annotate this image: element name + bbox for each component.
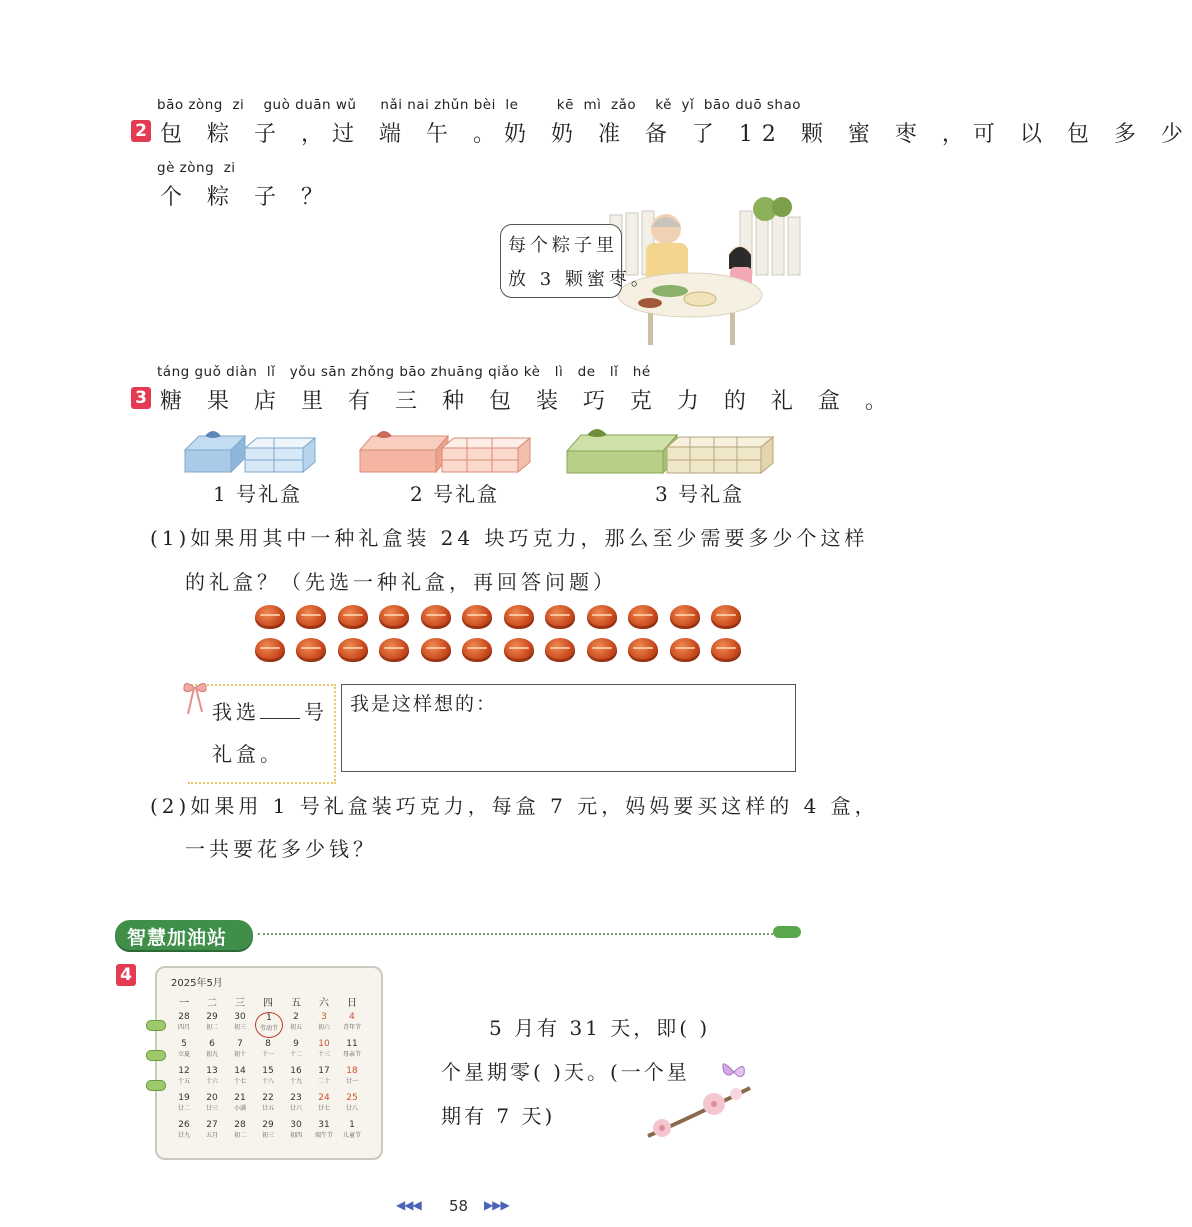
calendar-day-number: 1 [266,1013,272,1023]
chocolate [587,638,617,662]
calendar-day [171,1093,197,1112]
calendar-day [339,1066,365,1085]
speech-line2: 放 3 颗蜜枣。 [508,269,653,290]
calendar-day-number: 31 [318,1120,330,1130]
p2-pinyin-line1: bāo zòng zi guò duān wǔ nǎi nai zhǔn bèi le kē mì zǎo kě yǐ bāo duō shao [157,97,802,113]
chocolate [338,638,368,662]
calendar-day-number: 4 [349,1012,355,1022]
problem-2-badge: 2 [131,120,151,142]
q1-line1: (1)如果用其中一种礼盒装 24 块巧克力，那么至少需要多少个这样 [150,526,869,550]
calendar-day [199,1093,225,1112]
chocolate [379,638,409,662]
gift-box-2-label: 2 号礼盒 [410,482,500,506]
calendar-day-number: 5 [181,1039,187,1049]
calendar-day-lunar: 廿八 [345,1105,358,1112]
calendar-day-lunar: 十一 [261,1051,274,1058]
calendar-day-number: 16 [290,1066,302,1076]
q1-line2: 的礼盒？（先选一种礼盒，再回答问题） [185,570,617,594]
chocolate [545,605,575,629]
section-header-badge [115,920,253,950]
calendar-day-number: 9 [293,1039,299,1049]
calendar-day [227,1093,253,1112]
calendar-day [227,1039,253,1058]
calendar-day-lunar: 端午节 [314,1132,333,1139]
calendar-day-lunar: 二十 [317,1078,330,1085]
choose-label-line2: 礼盒。 [212,742,284,766]
calendar-day-number: 19 [178,1093,190,1103]
calendar-day-number: 26 [178,1120,190,1130]
choose-label-b: 号 [304,700,328,724]
calendar-day [339,1093,365,1112]
calendar-day-lunar: 十二 [289,1051,302,1058]
calendar-day-number: 24 [318,1093,330,1103]
calendar-day-number: 8 [265,1039,271,1049]
chocolate [255,605,285,629]
calendar-day-number: 13 [206,1066,218,1076]
plum-blossom-butterfly-illustration [640,1058,755,1148]
calendar-weekday: 一 [179,998,189,1009]
calendar-weekday: 四 [263,998,273,1009]
q2-line2: 一共要花多少钱？ [185,837,377,861]
calendar-day [311,1093,337,1112]
calendar-day-lunar: 十八 [261,1078,274,1085]
p2-text-line1: 包 粽 子 ，过 端 午 。奶 奶 准 备 了 12 颗 蜜 枣 ，可 以 包 多 少 [160,122,1192,147]
calendar-day-number: 7 [237,1039,243,1049]
thinking-answer-box[interactable] [341,684,796,772]
calendar-day-number: 21 [234,1093,246,1103]
calendar-day-lunar: 四月 [177,1024,190,1031]
calendar-day-lunar: 十九 [289,1078,302,1085]
gift-box-1 [183,428,318,476]
thinking-label: 我是这样想的： [350,693,498,715]
choose-label-a: 我选 [212,700,260,724]
q2-line1: (2)如果用 1 号礼盒装巧克力，每盒 7 元，妈妈要买这样的 4 盒， [150,794,879,818]
calendar-day-number: 20 [206,1093,218,1103]
chocolate [379,605,409,629]
calendar-day [311,1039,337,1058]
chocolate [338,605,368,629]
calendar-day [199,1120,225,1139]
calendar-day-lunar: 廿三 [205,1105,218,1112]
calendar-day [255,1012,283,1038]
chocolate [711,605,741,629]
calendar-day-number: 30 [290,1120,302,1130]
calendar-day-number: 12 [178,1066,190,1076]
calendar-day-lunar: 青年节 [342,1024,361,1031]
calendar-day-lunar: 初三 [261,1132,274,1139]
chocolate [421,605,451,629]
calendar-day [283,1012,309,1031]
calendar-day [311,1066,337,1085]
calendar-day-lunar: 十六 [205,1078,218,1085]
calendar-day-number: 17 [318,1066,330,1076]
calendar-day-lunar: 初二 [233,1132,246,1139]
calendar-day-number: 6 [209,1039,215,1049]
calendar-day-number: 27 [206,1120,218,1130]
binder-ring [146,1080,166,1091]
calendar-day [311,1120,337,1139]
calendar-day-lunar: 廿五 [261,1105,274,1112]
p2-text-line2: 个 粽 子 ？ [160,185,332,210]
calendar-day-number: 15 [262,1066,274,1076]
calendar-day-lunar: 十五 [177,1078,190,1085]
calendar-day [171,1012,197,1031]
calendar-day-lunar: 廿七 [317,1105,330,1112]
calendar-day [255,1120,281,1139]
calendar-day [255,1039,281,1058]
p3-text: 糖 果 店 里 有 三 种 包 装 巧 克 力 的 礼 盒 。 [160,389,896,414]
calendar-day-number: 14 [234,1066,246,1076]
chocolate [255,638,285,662]
chocolate [296,638,326,662]
calendar-day-lunar: 母亲节 [342,1051,361,1058]
calendar-day-lunar: 初二 [205,1024,218,1031]
calendar-day-number: 29 [206,1012,218,1022]
calendar-day-lunar: 劳动节 [259,1025,278,1032]
calendar-day-lunar: 十七 [233,1078,246,1085]
chocolate [462,638,492,662]
calendar-grid [171,1012,367,1152]
calendar-day-lunar: 十三 [317,1051,330,1058]
calendar-day-lunar: 初九 [205,1051,218,1058]
calendar-day [199,1039,225,1058]
calendar-day-number: 18 [346,1066,358,1076]
binder-ring [146,1020,166,1031]
choose-blank[interactable] [260,718,300,719]
calendar-day [171,1066,197,1085]
chocolate-grid [255,605,745,665]
calendar-day-lunar: 初十 [233,1051,246,1058]
calendar-day [339,1120,365,1139]
calendar-day [255,1066,281,1085]
calendar-weekday-row [171,994,367,1008]
gift-box-3 [565,425,777,477]
calendar-day-lunar: 小满 [233,1105,246,1112]
calendar-day-lunar: 初六 [317,1024,330,1031]
p4-text-line3: 期有 7 天) [441,1104,556,1128]
calendar-day [227,1012,253,1031]
calendar-weekday: 三 [235,998,245,1009]
gift-box-1-label: 1 号礼盒 [213,482,303,506]
footer-next-arrows: ▶▶▶ [484,1198,509,1212]
calendar-day [171,1039,197,1058]
chocolate [670,638,700,662]
calendar-day-lunar: 五月 [205,1132,218,1139]
calendar-day-lunar: 廿一 [345,1078,358,1085]
calendar-day [199,1066,225,1085]
chocolate [711,638,741,662]
calendar-day-lunar: 初三 [233,1024,246,1031]
chocolate [504,638,534,662]
calendar-day-number: 11 [346,1039,358,1049]
pencil-icon [773,926,801,938]
binder-ring [146,1050,166,1061]
calendar-day [311,1012,337,1031]
calendar-day-number: 28 [178,1012,190,1022]
calendar-day-number: 23 [290,1093,302,1103]
chocolate [504,605,534,629]
section-title: 智慧加油站 [127,927,228,949]
calendar-day-lunar: 廿六 [289,1105,302,1112]
speech-bubble [500,224,653,298]
gift-box-2 [358,428,533,476]
speech-line1: 每个粽子里 [508,235,618,256]
chocolate [670,605,700,629]
calendar-day-number: 28 [234,1120,246,1130]
chocolate [587,605,617,629]
calendar-day [227,1066,253,1085]
p4-text-line1: 5 月有 31 天，即( ) [489,1016,711,1040]
calendar-day-number: 1 [349,1120,355,1130]
calendar-day-number: 30 [234,1012,246,1022]
calendar-day [283,1066,309,1085]
footer-prev-arrows: ◀◀◀ [396,1198,421,1212]
calendar-day [255,1093,281,1112]
p2-pinyin-line2: gè zòng zi [157,160,236,176]
calendar-day-number: 22 [262,1093,274,1103]
chocolate [462,605,492,629]
chocolate [421,638,451,662]
calendar-day [199,1012,225,1031]
calendar-day-lunar: 初五 [289,1024,302,1031]
page-number: 58 [449,1197,469,1215]
calendar-title: 2025年5月 [171,978,223,989]
problem-4-badge: 4 [116,964,136,986]
calendar-day [339,1012,365,1031]
ribbon-bow-icon [180,678,210,718]
calendar-weekday: 二 [207,998,217,1009]
calendar-day [283,1120,309,1139]
chocolate [296,605,326,629]
p3-pinyin: táng guǒ diàn lǐ yǒu sān zhǒng bāo zhuāng qiǎo kè lì de lǐ hé [157,364,651,380]
calendar-weekday: 六 [319,998,329,1009]
calendar-day [283,1093,309,1112]
calendar [155,966,383,1160]
calendar-day-number: 10 [318,1039,330,1049]
calendar-day-number: 3 [321,1012,327,1022]
calendar-day [227,1120,253,1139]
chocolate [628,638,658,662]
problem-3-badge: 3 [131,387,151,409]
p4-text-line2: 个星期零( )天。(一个星 [441,1060,690,1084]
calendar-day-number: 2 [293,1012,299,1022]
calendar-day [339,1039,365,1058]
calendar-day-number: 25 [346,1093,358,1103]
gift-box-3-label: 3 号礼盒 [655,482,745,506]
calendar-day-lunar: 初四 [289,1132,302,1139]
calendar-day [171,1120,197,1139]
section-dotted-line [258,933,773,935]
calendar-weekday: 日 [347,998,357,1009]
calendar-day-lunar: 立夏 [177,1051,190,1058]
calendar-day-lunar: 廿二 [177,1105,190,1112]
chocolate [545,638,575,662]
calendar-day-number: 29 [262,1120,274,1130]
chocolate [628,605,658,629]
calendar-day-lunar: 廿九 [177,1132,190,1139]
calendar-day-lunar: 儿童节 [342,1132,361,1139]
calendar-weekday: 五 [291,998,301,1009]
calendar-day [283,1039,309,1058]
